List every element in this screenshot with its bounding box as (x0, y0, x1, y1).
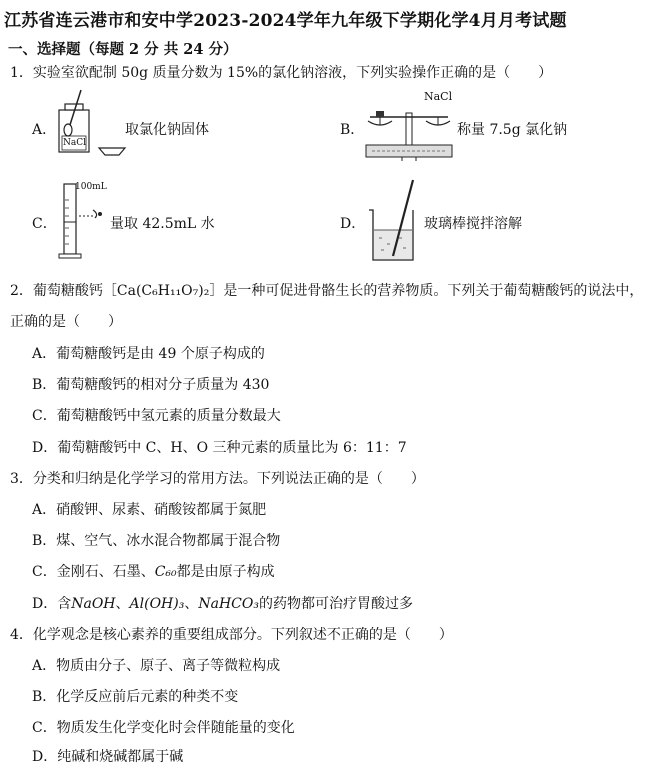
q4-option-a[interactable]: A．物质由分子、原子、离子等微粒构成 (32, 658, 281, 674)
nahco3-formula: NaHCO₃ (198, 596, 259, 612)
q4-option-c[interactable]: C．物质发生化学变化时会伴随能量的变化 (32, 720, 295, 736)
q3-option-c[interactable] (32, 561, 275, 581)
q1-option-b-text: 称量 7.5g 氯化钠 (457, 122, 568, 138)
page-title: 江苏省连云港市和安中学2023-2024学年九年级下学期化学4月月考试题 (4, 11, 567, 31)
graduated-cylinder-image (55, 180, 110, 262)
q3-option-a[interactable]: A．硝酸钾、尿素、硝酸铵都属于氮肥 (32, 502, 267, 518)
q3-option-d-suffix: 的药物都可治疗胃酸过多 (258, 596, 413, 612)
q1-option-d-letter[interactable]: D． (340, 216, 366, 232)
question-2-stem-line1: 2．葡萄糖酸钙［Ca(C₆H₁₁O₇)₂］是一种可促进骨骼生长的营养物质。下列关于葡萄糖酸钙的说法中， (10, 283, 644, 299)
q2-option-a[interactable]: A．葡萄糖酸钙是由 49 个原子构成的 (32, 346, 265, 362)
beaker-stirring-image (365, 178, 420, 264)
q1-option-c-letter[interactable]: C． (32, 216, 57, 232)
q3-option-b[interactable]: B．煤、空气、冰水混合物都属于混合物 (32, 533, 281, 549)
q3-option-c-prefix: C．金刚石、石墨、 (32, 564, 155, 580)
separator: 、 (115, 596, 130, 612)
q1-option-d-text: 玻璃棒搅拌溶解 (424, 216, 522, 232)
q3-option-d-prefix: D．含 (32, 596, 72, 612)
balance-scale-image (362, 95, 457, 163)
q4-option-b[interactable]: B．化学反应前后元素的种类不变 (32, 689, 239, 705)
q2-option-c[interactable]: C．葡萄糖酸钙中氢元素的质量分数最大 (32, 408, 281, 424)
section-heading: 一、选择题（每题 2 分 共 24 分） (8, 41, 238, 58)
separator: 、 (184, 596, 199, 612)
question-3-stem: 3．分类和归纳是化学学习的常用方法。下列说法正确的是（ ） (10, 471, 425, 487)
q2-option-b[interactable]: B．葡萄糖酸钙的相对分子质量为 430 (32, 377, 270, 393)
q3-option-d[interactable] (32, 593, 413, 613)
question-1-stem: 1．实验室欲配制 50g 质量分数为 15%的氯化钠溶液，下列实验操作正确的是（ ） (10, 65, 553, 81)
balance-nacl-label: NaCl (424, 90, 453, 103)
jar-nacl-label: NaCl (63, 138, 87, 148)
reagent-jar-spoon-image (55, 88, 130, 163)
naoh-formula: NaOH (71, 596, 116, 612)
c60-formula: C₆₀ (154, 564, 177, 580)
q1-option-b-letter[interactable]: B． (340, 122, 365, 138)
q1-option-a-text: 取氯化钠固体 (125, 122, 209, 138)
q1-option-a-letter[interactable]: A． (32, 122, 57, 138)
cylinder-volume-label: 100mL (75, 182, 107, 192)
question-4-stem: 4．化学观念是核心素养的重要组成部分。下列叙述不正确的是（ ） (10, 627, 453, 643)
question-2-stem-line2: 正确的是（ ） (10, 314, 122, 330)
q3-option-c-suffix: 都是由原子构成 (176, 564, 275, 580)
aloh3-formula: Al(OH)₃ (129, 596, 185, 612)
q2-option-d[interactable]: D．葡萄糖酸钙中 C、H、O 三种元素的质量比为 6：11：7 (32, 440, 407, 456)
q4-option-d[interactable]: D．纯碱和烧碱都属于碱 (32, 749, 184, 765)
q1-option-c-text: 量取 42.5mL 水 (110, 216, 215, 232)
